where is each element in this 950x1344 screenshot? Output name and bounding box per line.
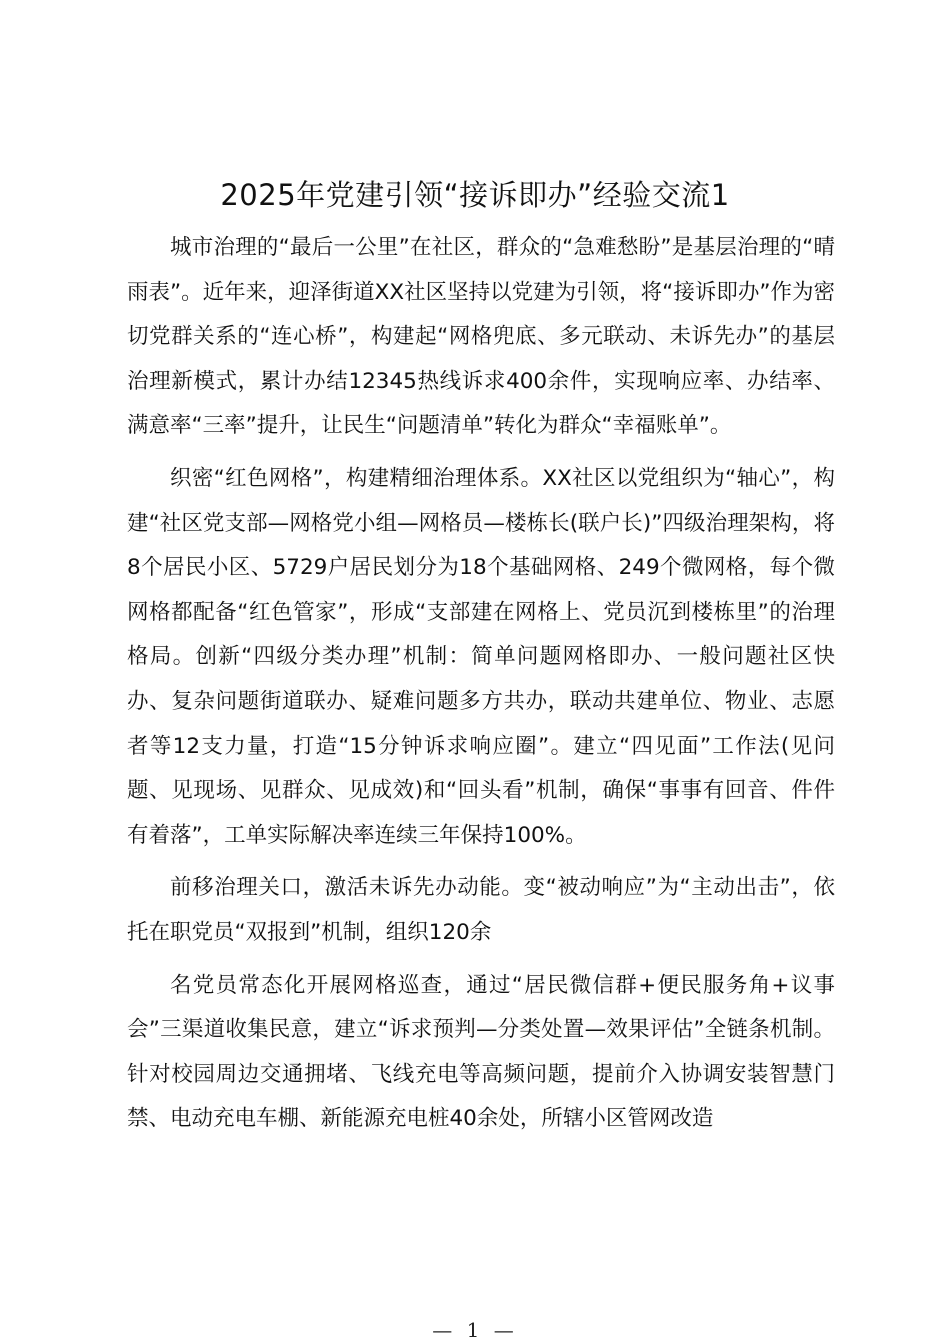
paragraph-red-grid: 织密“红色网格”，构建精细治理体系。XX社区以党组织为“轴心”，构建“社区党支部—网格党小组—网格员—楼栋长(联户长)”四级治理架构，将8个居民小区、5729户居民划分为18个基础网格、249个微网格，每个微网格都配备“红色管家”，形成“支部建在网格上、党员沉到楼栋里”的治理格局。创新“四级分类办理”机制：简单问题网格即办、一般问题社区快办、复杂问题街道联办、疑难问题多方共办，联动共建单位、物业、志愿者等12支力量，打造“15分钟诉求响应圈”。建立“四见面”工作法(见问题、见现场、见群众、见成效)和“回头看”机制，确保“事事有回音、件件有着落”，工单实际解决率连续三年保持100%。 <box>127 465 835 848</box>
paragraph-intro: 城市治理的“最后一公里”在社区，群众的“急难愁盼”是基层治理的“晴雨表”。近年来，迎泽街道XX社区坚持以党建为引领，将“接诉即办”作为密切党群关系的“连心桥”，构建起“网格兜底、多元联动、未诉先办”的基层治理新模式，累计办结12345热线诉求400余件，实现响应率、办结率、满意率“三率”提升，让民生“问题清单”转化为群众“幸福账单”。 <box>127 235 835 439</box>
paragraph-patrol: 名党员常态化开展网格巡查，通过“居民微信群+便民服务角+议事会”三渠道收集民意，建立“诉求预判—分类处置—效果评估”全链条机制。针对校园周边交通拥堵、飞线充电等高频问题，提前介入协调安装智慧门禁、电动充电车棚、新能源充电桩40余处，所辖小区管网改造 <box>127 972 835 1132</box>
document-title: 2025年党建引领“接诉即办”经验交流1 <box>220 178 730 212</box>
page-number: — 1 — <box>432 1318 518 1342</box>
document-body <box>127 226 835 1142</box>
paragraph-proactive: 前移治理关口，激活未诉先办动能。变“被动响应”为“主动出击”，依托在职党员“双报到”机制，组织120余 <box>127 875 835 945</box>
